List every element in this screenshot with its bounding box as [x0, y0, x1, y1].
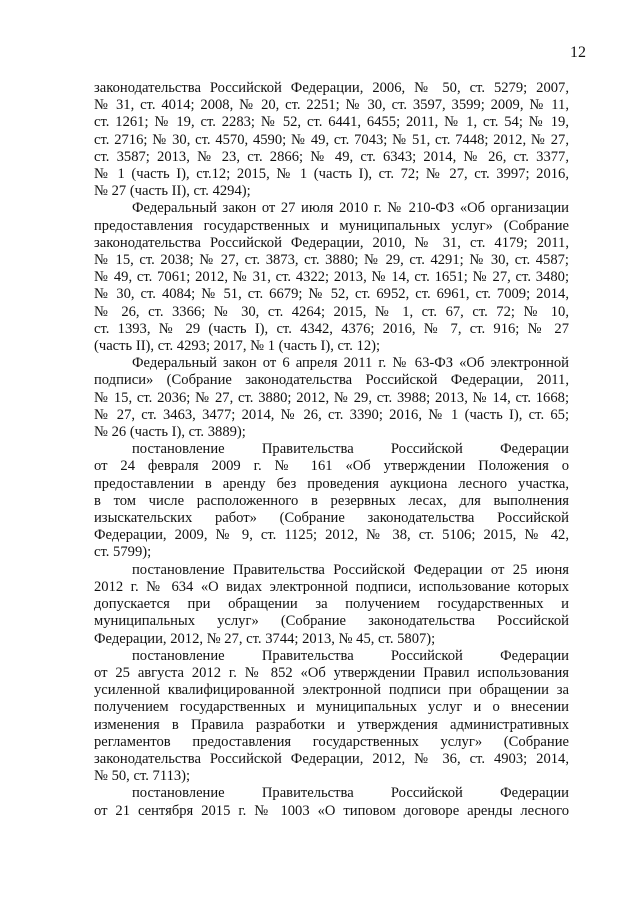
text-line: Федерации, 2009, № 9, ст. 1125; 2012, № 38, ст. 5106; 2015, № 42, [94, 527, 569, 544]
text-line: постановление Правительства Российской Федерации от 25 июня [132, 561, 569, 578]
text-line: ст. 5799); [94, 544, 152, 561]
text-line: 2012 г. № 634 «О видах электронной подписи, использование которых [94, 578, 569, 595]
text-line: ст. 1261; № 19, ст. 2283; № 52, ст. 6441, 6455; 2011, № 1, ст. 54; № 19, [94, 114, 569, 131]
document-body [94, 80, 569, 820]
text-line: получением государственных и муниципальных услуг и о внесении [94, 699, 569, 716]
text-line: регламентов предоставления государственных услуг» (Собрание [94, 733, 569, 750]
text-line: Федеральный закон от 27 июля 2010 г. № 210-ФЗ «Об организации [132, 200, 569, 217]
text-line: № 15, ст. 2036; № 27, ст. 3880; 2012, № 29, ст. 3988; 2013, № 14, ст. 1668; [94, 389, 569, 406]
text-line: № 31, ст. 4014; 2008, № 20, ст. 2251; № 30, ст. 3597, 3599; 2009, № 11, [94, 97, 569, 114]
text-line: от 21 сентября 2015 г. № 1003 «О типовом договоре аренды лесного [94, 802, 569, 819]
text-line: изменения в Правила разработки и утверждения административных [94, 716, 569, 733]
text-line: № 26 (часть I), ст. 3889); [94, 424, 246, 441]
text-line: постановление Правительства Российской Федерации [132, 441, 569, 458]
text-line: № 30, ст. 4084; № 51, ст. 6679; № 52, ст. 6952, ст. 6961, ст. 7009; 2014, [94, 286, 569, 303]
text-line: от 25 августа 2012 г. № 852 «Об утверждении Правил использования [94, 664, 569, 681]
text-line: (часть II), ст. 4293; 2017, № 1 (часть I), ст. 12); [94, 338, 381, 355]
text-line: предоставления государственных и муниципальных услуг» (Собрание [94, 217, 569, 234]
text-line: № 27 (часть II), ст. 4294); [94, 183, 251, 200]
text-line: ст. 2716; № 30, ст. 4570, 4590; № 49, ст. 7043; № 51, ст. 7448; 2012, № 27, [94, 131, 569, 148]
paragraph [94, 562, 569, 648]
paragraph [94, 441, 569, 561]
text-line: усиленной квалифицированной электронной подписи при обращении за [94, 682, 569, 699]
text-line: № 15, ст. 2038; № 27, ст. 3873, ст. 3880; № 29, ст. 4291; № 30, ст. 4587; [94, 252, 569, 269]
text-line: № 26, ст. 3366; № 30, ст. 4264; 2015, № 1, ст. 67, ст. 72; № 10, [94, 303, 569, 320]
text-line: ст. 1393, № 29 (часть I), ст. 4342, 4376; 2016, № 7, ст. 916; № 27 [94, 320, 569, 337]
paragraph [94, 200, 569, 355]
text-line: изыскательских работ» (Собрание законодательства Российской [94, 510, 569, 527]
text-line: законодательства Российской Федерации, 2006, № 50, ст. 5279; 2007, [94, 80, 569, 96]
text-line: подписи» (Собрание законодательства Российской Федерации, 2011, [94, 372, 569, 389]
paragraph [94, 355, 569, 441]
text-line: от 24 февраля 2009 г. № 161 «Об утверждении Положения о [94, 458, 569, 475]
text-line: Федерации, 2012, № 27, ст. 3744; 2013, № 45, ст. 5807); [94, 630, 436, 647]
text-line: постановление Правительства Российской Федерации [132, 785, 569, 802]
text-line: муниципальных услуг» (Собрание законодательства Российской [94, 613, 569, 630]
text-line: постановление Правительства Российской Федерации [132, 647, 569, 664]
text-line: № 49, ст. 7061; 2012, № 31, ст. 4322; 2013, № 14, ст. 1651; № 27, ст. 3480; [94, 269, 569, 286]
text-line: в том числе расположенного в резервных лесах, для выполнения [94, 492, 569, 509]
paragraph [94, 785, 569, 819]
text-line: предоставлении в аренду без проведения аукциона лесного участка, [94, 475, 569, 492]
text-line: законодательства Российской Федерации, 2012, № 36, ст. 4903; 2014, [94, 750, 569, 767]
text-line: № 27, ст. 3463, 3477; 2014, № 26, ст. 3390; 2016, № 1 (часть I), ст. 65; [94, 406, 569, 423]
text-line: № 50, ст. 7113); [94, 768, 191, 785]
text-line: Федеральный закон от 6 апреля 2011 г. № 63-ФЗ «Об электронной [132, 355, 569, 372]
text-line: № 1 (часть I), ст.12; 2015, № 1 (часть I), ст. 72; № 27, ст. 3997; 2016, [94, 166, 569, 183]
text-line: ст. 3587; 2013, № 23, ст. 2866; № 49, ст. 6343; 2014, № 26, ст. 3377, [94, 148, 569, 165]
paragraph [94, 648, 569, 786]
text-line: допускается при обращении за получением государственных и [94, 596, 569, 613]
paragraph [94, 80, 569, 200]
text-line: законодательства Российской Федерации, 2010, № 31, ст. 4179; 2011, [94, 234, 569, 251]
page-number: 12 [570, 44, 586, 61]
